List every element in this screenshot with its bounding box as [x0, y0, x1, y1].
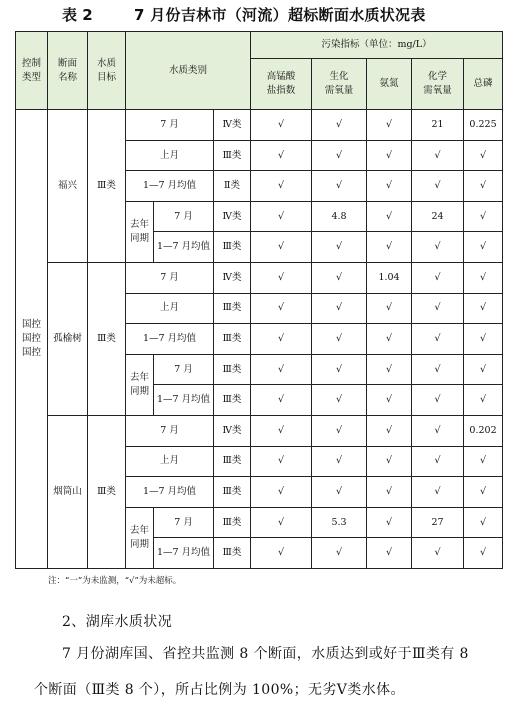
- class-cell: Ⅳ类: [214, 262, 251, 293]
- header-pollutant: 氨氮: [367, 59, 412, 110]
- value-cell: √: [412, 171, 464, 202]
- period-cell: 1—7 月均值: [154, 385, 214, 416]
- value-cell: √: [464, 201, 503, 232]
- period-cell: 1—7 月均值: [126, 324, 214, 355]
- value-cell: √: [367, 385, 412, 416]
- header-pollutant: 高锰酸 盐指数: [251, 59, 312, 110]
- class-cell: Ⅱ类: [214, 171, 251, 202]
- value-cell: √: [251, 324, 312, 355]
- class-cell: Ⅳ类: [214, 110, 251, 141]
- target-cell: Ⅲ类: [88, 262, 126, 415]
- class-cell: Ⅲ类: [214, 293, 251, 324]
- value-cell: √: [251, 232, 312, 263]
- table-title-text: 7 月份吉林市（河流）超标断面水质状况表: [134, 6, 426, 24]
- period-cell: 1—7 月均值: [154, 538, 214, 569]
- class-cell: Ⅲ类: [214, 354, 251, 385]
- value-cell: √: [412, 324, 464, 355]
- target-cell: Ⅲ类: [88, 415, 126, 568]
- period-cell: 1—7 月均值: [126, 171, 214, 202]
- period-cell: 7 月: [154, 507, 214, 538]
- control-type-cell: 国控 国控 国控: [16, 110, 48, 569]
- value-cell: 0.202: [464, 415, 503, 446]
- value-cell: √: [312, 110, 367, 141]
- value-cell: √: [464, 385, 503, 416]
- period-cell: 上月: [126, 293, 214, 324]
- value-cell: √: [312, 171, 367, 202]
- value-cell: √: [464, 232, 503, 263]
- period-cell: 7 月: [126, 415, 214, 446]
- value-cell: √: [312, 415, 367, 446]
- value-cell: √: [251, 538, 312, 569]
- value-cell: √: [312, 385, 367, 416]
- last-year-label: 去年 同期: [126, 201, 154, 262]
- value-cell: √: [464, 538, 503, 569]
- value-cell: √: [412, 385, 464, 416]
- value-cell: √: [464, 171, 503, 202]
- value-cell: √: [312, 262, 367, 293]
- paragraph-line-2: 个断面（Ⅲ类 8 个），所占比例为 100%；无劣Ⅴ类水体。: [34, 682, 405, 698]
- value-cell: √: [251, 446, 312, 477]
- value-cell: √: [251, 201, 312, 232]
- header-control-type: 控制 类型: [16, 32, 48, 110]
- last-year-label: 去年 同期: [126, 507, 154, 568]
- value-cell: 5.3: [312, 507, 367, 538]
- section-heading: 2、湖库水质状况: [62, 614, 173, 630]
- value-cell: √: [251, 293, 312, 324]
- value-cell: √: [251, 477, 312, 508]
- value-cell: √: [367, 354, 412, 385]
- value-cell: 4.8: [312, 201, 367, 232]
- paragraph-line-1: 7 月份湖库国、省控共监测 8 个断面，水质达到或好于Ⅲ类有 8: [62, 646, 469, 662]
- period-cell: 7 月: [154, 201, 214, 232]
- period-cell: 7 月: [126, 110, 214, 141]
- value-cell: √: [412, 477, 464, 508]
- class-cell: Ⅲ类: [214, 507, 251, 538]
- class-cell: Ⅲ类: [214, 324, 251, 355]
- value-cell: √: [464, 477, 503, 508]
- class-cell: Ⅲ类: [214, 538, 251, 569]
- value-cell: √: [412, 538, 464, 569]
- value-cell: √: [251, 110, 312, 141]
- header-pollutant: 生化 需氧量: [312, 59, 367, 110]
- value-cell: √: [251, 262, 312, 293]
- table-row: [16, 415, 503, 446]
- header-category: 水质类别: [126, 32, 251, 110]
- value-cell: √: [464, 507, 503, 538]
- value-cell: √: [312, 446, 367, 477]
- value-cell: 0.225: [464, 110, 503, 141]
- value-cell: √: [367, 324, 412, 355]
- value-cell: √: [312, 354, 367, 385]
- section-name-cell: 福兴: [48, 110, 88, 263]
- section-name-cell: 烟筒山: [48, 415, 88, 568]
- value-cell: √: [312, 538, 367, 569]
- value-cell: √: [367, 415, 412, 446]
- value-cell: √: [367, 232, 412, 263]
- water-quality-table: [15, 31, 503, 569]
- value-cell: √: [312, 293, 367, 324]
- value-cell: √: [251, 171, 312, 202]
- last-year-label: 去年 同期: [126, 354, 154, 415]
- value-cell: √: [367, 140, 412, 171]
- value-cell: √: [312, 477, 367, 508]
- class-cell: Ⅲ类: [214, 140, 251, 171]
- class-cell: Ⅲ类: [214, 385, 251, 416]
- period-cell: 1—7 月均值: [126, 477, 214, 508]
- value-cell: √: [367, 446, 412, 477]
- header-section-name: 断面 名称: [48, 32, 88, 110]
- value-cell: √: [251, 385, 312, 416]
- value-cell: √: [251, 354, 312, 385]
- target-cell: Ⅲ类: [88, 110, 126, 263]
- value-cell: √: [367, 507, 412, 538]
- period-cell: 7 月: [154, 354, 214, 385]
- value-cell: √: [412, 293, 464, 324]
- value-cell: √: [464, 262, 503, 293]
- table-row: [16, 110, 503, 141]
- value-cell: 24: [412, 201, 464, 232]
- value-cell: 21: [412, 110, 464, 141]
- period-cell: 上月: [126, 446, 214, 477]
- value-cell: √: [367, 201, 412, 232]
- value-cell: √: [464, 140, 503, 171]
- value-cell: √: [412, 140, 464, 171]
- value-cell: √: [464, 293, 503, 324]
- value-cell: √: [312, 324, 367, 355]
- table-row: [16, 262, 503, 293]
- value-cell: √: [412, 354, 464, 385]
- header-pollutant: 化学 需氧量: [412, 59, 464, 110]
- header-pollutant: 总磷: [464, 59, 503, 110]
- value-cell: √: [464, 446, 503, 477]
- value-cell: √: [367, 477, 412, 508]
- value-cell: √: [367, 293, 412, 324]
- class-cell: Ⅳ类: [214, 201, 251, 232]
- value-cell: √: [412, 446, 464, 477]
- period-cell: 上月: [126, 140, 214, 171]
- table-note: 注：“一”为未监测，“√”为未超标。: [48, 576, 182, 586]
- class-cell: Ⅲ类: [214, 477, 251, 508]
- value-cell: √: [367, 538, 412, 569]
- period-cell: 7 月: [126, 262, 214, 293]
- section-name-cell: 孤榆树: [48, 262, 88, 415]
- period-cell: 1—7 月均值: [154, 232, 214, 263]
- class-cell: Ⅲ类: [214, 232, 251, 263]
- value-cell: √: [312, 140, 367, 171]
- value-cell: 27: [412, 507, 464, 538]
- value-cell: √: [464, 354, 503, 385]
- value-cell: √: [251, 140, 312, 171]
- value-cell: √: [412, 415, 464, 446]
- value-cell: √: [312, 232, 367, 263]
- value-cell: √: [367, 171, 412, 202]
- value-cell: 1.04: [367, 262, 412, 293]
- class-cell: Ⅳ类: [214, 415, 251, 446]
- value-cell: √: [412, 262, 464, 293]
- value-cell: √: [367, 110, 412, 141]
- header-target: 水质 目标: [88, 32, 126, 110]
- value-cell: √: [251, 415, 312, 446]
- value-cell: √: [251, 507, 312, 538]
- table-number: 表 2: [62, 6, 93, 24]
- value-cell: √: [464, 324, 503, 355]
- value-cell: √: [412, 232, 464, 263]
- class-cell: Ⅲ类: [214, 446, 251, 477]
- table-title: [0, 4, 522, 26]
- header-pollutants-group: 污染指标（单位：mg/L）: [251, 32, 503, 59]
